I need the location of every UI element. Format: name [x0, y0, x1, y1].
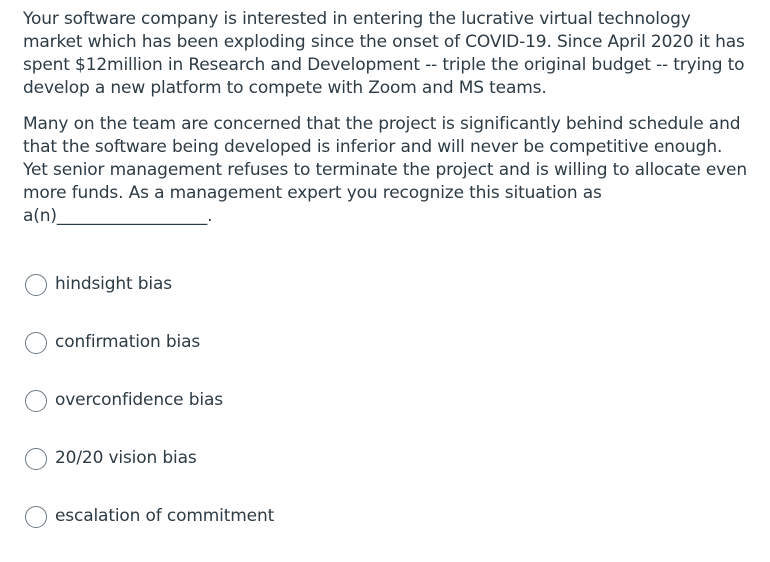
question-text — [23, 8, 751, 241]
answer-label[interactable]: escalation of commitment — [55, 506, 275, 526]
answer-label[interactable]: hindsight bias — [55, 274, 172, 294]
answer-label[interactable]: overconfidence bias — [55, 390, 223, 410]
answer-option-overconfidence-bias[interactable] — [25, 388, 525, 446]
radio-button[interactable] — [25, 448, 47, 470]
answer-option-hindsight-bias[interactable] — [25, 272, 525, 330]
answer-option-confirmation-bias[interactable] — [25, 330, 525, 388]
answer-option-20-20-vision-bias[interactable] — [25, 446, 525, 504]
radio-button[interactable] — [25, 274, 47, 296]
answer-option-escalation-of-commitment[interactable] — [25, 504, 525, 562]
answer-options — [25, 272, 525, 562]
radio-button[interactable] — [25, 506, 47, 528]
question-paragraph: Your software company is interested in entering the lucrative virtual technology market which has been exploding since the onset of COVID-19. Since April 2020 it has spent $12million in Research and Development -- triple the original budget -- trying to develop a new platform to compete with Zoom and MS teams. — [23, 9, 745, 98]
question-paragraph: Many on the team are concerned that the project is significantly behind schedule and that the software being developed is inferior and will never be competitive enough. Yet senior management refuses to terminate the project and is willing to allocate even more funds. As a management expert you recognize this situation as a(n)__________________. — [23, 114, 747, 226]
radio-button[interactable] — [25, 390, 47, 412]
answer-label[interactable]: 20/20 vision bias — [55, 448, 197, 468]
answer-label[interactable]: confirmation bias — [55, 332, 201, 352]
radio-button[interactable] — [25, 332, 47, 354]
